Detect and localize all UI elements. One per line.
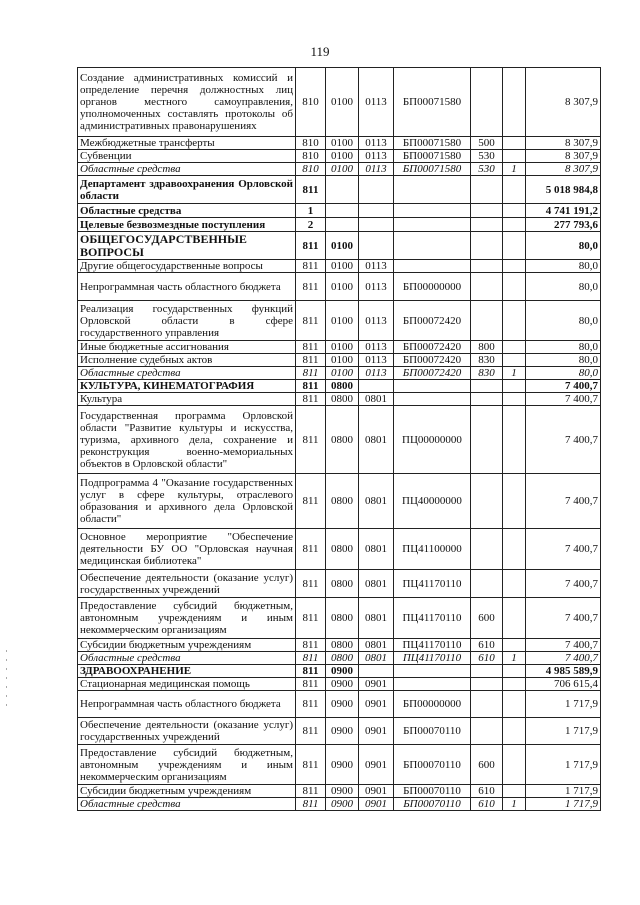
cell-admin-code: 811 (296, 260, 326, 273)
cell-target-article (394, 393, 471, 406)
cell-section-code: 0800 (326, 570, 359, 598)
cell-subsection-code: 0901 (359, 678, 394, 691)
cell-target-article: БП00000000 (394, 273, 471, 301)
cell-section-code: 0100 (326, 341, 359, 354)
cell-expense-type: 830 (471, 354, 503, 367)
cell-subsection-code: 0801 (359, 598, 394, 639)
cell-admin-code: 811 (296, 785, 326, 798)
cell-name: Предоставление субсидий бюджетным, автономным учреждениям и иным некоммерческим организациям (78, 598, 296, 639)
cell-expense-type: 610 (471, 639, 503, 652)
cell-name: Департамент здравоохранения Орловской области (78, 176, 296, 204)
cell-funding-source (503, 204, 526, 218)
cell-subsection-code: 0113 (359, 367, 394, 380)
budget-table (77, 67, 601, 811)
cell-admin-code: 811 (296, 393, 326, 406)
cell-target-article (394, 380, 471, 393)
cell-amount: 1 717,9 (526, 718, 601, 745)
cell-funding-source (503, 380, 526, 393)
page-number: 119 (310, 44, 330, 59)
cell-section-code: 0900 (326, 691, 359, 718)
cell-target-article: ПЦ41170110 (394, 570, 471, 598)
cell-subsection-code: 0801 (359, 393, 394, 406)
cell-funding-source (503, 529, 526, 570)
table-row (78, 204, 601, 218)
cell-section-code: 0100 (326, 137, 359, 150)
cell-funding-source (503, 301, 526, 341)
cell-funding-source (503, 785, 526, 798)
cell-section-code: 0100 (326, 232, 359, 260)
cell-section-code: 0100 (326, 354, 359, 367)
cell-subsection-code: 0901 (359, 745, 394, 785)
cell-admin-code: 811 (296, 341, 326, 354)
cell-subsection-code: 0113 (359, 68, 394, 137)
cell-subsection-code: 0901 (359, 691, 394, 718)
cell-subsection-code: 0113 (359, 260, 394, 273)
cell-amount: 80,0 (526, 301, 601, 341)
cell-expense-type (471, 273, 503, 301)
cell-admin-code: 811 (296, 570, 326, 598)
cell-funding-source (503, 745, 526, 785)
cell-funding-source: 1 (503, 798, 526, 811)
cell-admin-code: 810 (296, 163, 326, 176)
cell-name: Создание административных комиссий и определение перечня должностных лиц органов местного самоуправления, уполномоченных составлять протоколы об административных правонарушениях (78, 68, 296, 137)
cell-target-article: БП00072420 (394, 341, 471, 354)
cell-admin-code: 810 (296, 137, 326, 150)
cell-expense-type (471, 691, 503, 718)
cell-admin-code: 811 (296, 639, 326, 652)
cell-target-article: БП00070110 (394, 785, 471, 798)
cell-target-article: БП00070110 (394, 798, 471, 811)
cell-expense-type (471, 529, 503, 570)
cell-target-article: БП00072420 (394, 301, 471, 341)
cell-target-article: ПЦ41170110 (394, 639, 471, 652)
table-row (78, 137, 601, 150)
cell-admin-code: 811 (296, 598, 326, 639)
cell-admin-code: 811 (296, 474, 326, 529)
cell-funding-source (503, 137, 526, 150)
cell-target-article: ПЦ41170110 (394, 598, 471, 639)
cell-amount: 4 985 589,9 (526, 665, 601, 678)
cell-target-article: БП00072420 (394, 367, 471, 380)
cell-expense-type: 500 (471, 137, 503, 150)
budget-table-body (78, 68, 601, 811)
cell-subsection-code: 0801 (359, 529, 394, 570)
cell-subsection-code: 0113 (359, 137, 394, 150)
cell-funding-source (503, 150, 526, 163)
table-row (78, 639, 601, 652)
cell-amount: 8 307,9 (526, 68, 601, 137)
cell-expense-type: 610 (471, 785, 503, 798)
cell-amount: 5 018 984,8 (526, 176, 601, 204)
cell-amount: 80,0 (526, 354, 601, 367)
cell-name: Областные средства (78, 163, 296, 176)
cell-funding-source (503, 393, 526, 406)
table-row (78, 218, 601, 232)
cell-name: Другие общегосударственные вопросы (78, 260, 296, 273)
cell-section-code: 0800 (326, 639, 359, 652)
cell-funding-source (503, 665, 526, 678)
cell-name: Областные средства (78, 652, 296, 665)
table-row (78, 665, 601, 678)
cell-amount: 7 400,7 (526, 639, 601, 652)
cell-expense-type: 600 (471, 745, 503, 785)
cell-subsection-code (359, 665, 394, 678)
cell-target-article: БП00000000 (394, 691, 471, 718)
cell-name: Культура (78, 393, 296, 406)
cell-target-article (394, 260, 471, 273)
cell-name: Подпрограмма 4 "Оказание государственных услуг в сфере культуры, отраслевого образования и архивного дела Орловской области" (78, 474, 296, 529)
table-row (78, 745, 601, 785)
cell-amount: 8 307,9 (526, 163, 601, 176)
cell-amount: 7 400,7 (526, 393, 601, 406)
cell-name: Исполнение судебных актов (78, 354, 296, 367)
cell-expense-type: 530 (471, 163, 503, 176)
cell-subsection-code: 0113 (359, 301, 394, 341)
cell-subsection-code: 0801 (359, 570, 394, 598)
table-row (78, 341, 601, 354)
margin-scan-marks (6, 650, 10, 713)
cell-section-code: 0100 (326, 273, 359, 301)
cell-section-code: 0100 (326, 260, 359, 273)
cell-section-code: 0900 (326, 745, 359, 785)
cell-section-code: 0900 (326, 798, 359, 811)
cell-target-article: БП00071580 (394, 68, 471, 137)
cell-name: Иные бюджетные ассигнования (78, 341, 296, 354)
cell-name: КУЛЬТУРА, КИНЕМАТОГРАФИЯ (78, 380, 296, 393)
cell-subsection-code (359, 204, 394, 218)
cell-funding-source (503, 341, 526, 354)
cell-target-article: БП00070110 (394, 745, 471, 785)
cell-admin-code: 811 (296, 718, 326, 745)
cell-funding-source (503, 273, 526, 301)
cell-expense-type: 830 (471, 367, 503, 380)
cell-admin-code: 811 (296, 406, 326, 474)
cell-target-article (394, 204, 471, 218)
cell-name: Обеспечение деятельности (оказание услуг) государственных учреждений (78, 718, 296, 745)
cell-name: ОБЩЕГОСУДАРСТВЕННЫЕ ВОПРОСЫ (78, 232, 296, 260)
cell-name: Обеспечение деятельности (оказание услуг) государственных учреждений (78, 570, 296, 598)
cell-admin-code: 811 (296, 665, 326, 678)
cell-target-article: БП00071580 (394, 163, 471, 176)
cell-target-article: ПЦ41170110 (394, 652, 471, 665)
cell-funding-source: 1 (503, 652, 526, 665)
cell-subsection-code: 0113 (359, 163, 394, 176)
cell-expense-type (471, 570, 503, 598)
table-row (78, 529, 601, 570)
cell-expense-type (471, 204, 503, 218)
cell-subsection-code (359, 176, 394, 204)
table-row (78, 176, 601, 204)
cell-funding-source (503, 691, 526, 718)
cell-subsection-code: 0901 (359, 718, 394, 745)
cell-admin-code: 811 (296, 301, 326, 341)
cell-funding-source (503, 598, 526, 639)
cell-section-code: 0800 (326, 380, 359, 393)
cell-admin-code: 2 (296, 218, 326, 232)
cell-admin-code: 810 (296, 68, 326, 137)
cell-subsection-code: 0801 (359, 474, 394, 529)
cell-amount: 80,0 (526, 260, 601, 273)
cell-expense-type: 610 (471, 798, 503, 811)
cell-admin-code: 811 (296, 380, 326, 393)
cell-amount: 277 793,6 (526, 218, 601, 232)
cell-subsection-code (359, 232, 394, 260)
table-row (78, 260, 601, 273)
cell-target-article: БП00072420 (394, 354, 471, 367)
cell-expense-type (471, 301, 503, 341)
cell-section-code: 0900 (326, 785, 359, 798)
cell-subsection-code: 0901 (359, 785, 394, 798)
cell-amount: 8 307,9 (526, 137, 601, 150)
cell-expense-type (471, 218, 503, 232)
cell-amount: 1 717,9 (526, 785, 601, 798)
cell-expense-type (471, 678, 503, 691)
table-row (78, 232, 601, 260)
cell-expense-type (471, 406, 503, 474)
cell-name: Целевые безвозмездные поступления (78, 218, 296, 232)
table-row (78, 652, 601, 665)
cell-funding-source (503, 176, 526, 204)
cell-amount: 706 615,4 (526, 678, 601, 691)
cell-name: Межбюджетные трансферты (78, 137, 296, 150)
cell-funding-source (503, 68, 526, 137)
cell-amount: 80,0 (526, 232, 601, 260)
cell-admin-code: 811 (296, 367, 326, 380)
cell-admin-code: 811 (296, 798, 326, 811)
cell-funding-source (503, 406, 526, 474)
table-row (78, 406, 601, 474)
cell-amount: 1 717,9 (526, 745, 601, 785)
cell-amount: 7 400,7 (526, 474, 601, 529)
table-row (78, 150, 601, 163)
cell-funding-source (503, 354, 526, 367)
table-row (78, 598, 601, 639)
cell-target-article: БП00071580 (394, 150, 471, 163)
cell-target-article (394, 678, 471, 691)
table-row (78, 678, 601, 691)
cell-funding-source: 1 (503, 367, 526, 380)
cell-section-code (326, 218, 359, 232)
cell-admin-code: 811 (296, 176, 326, 204)
cell-target-article: БП00070110 (394, 718, 471, 745)
cell-target-article: ПЦ41100000 (394, 529, 471, 570)
cell-section-code: 0800 (326, 529, 359, 570)
cell-section-code: 0900 (326, 665, 359, 678)
cell-section-code: 0800 (326, 652, 359, 665)
cell-subsection-code: 0113 (359, 273, 394, 301)
cell-name: Государственная программа Орловской области "Развитие культуры и искусства, туризма, архивного дела, сохранение и реконструкция военно-мемориальных объектов в Орловской области" (78, 406, 296, 474)
table-row (78, 474, 601, 529)
cell-funding-source (503, 260, 526, 273)
cell-funding-source (503, 232, 526, 260)
cell-target-article: БП00071580 (394, 137, 471, 150)
cell-name: Областные средства (78, 367, 296, 380)
cell-expense-type: 530 (471, 150, 503, 163)
cell-name: ЗДРАВООХРАНЕНИЕ (78, 665, 296, 678)
cell-funding-source: 1 (503, 163, 526, 176)
table-row (78, 393, 601, 406)
table-row (78, 691, 601, 718)
cell-funding-source (503, 678, 526, 691)
cell-amount: 7 400,7 (526, 652, 601, 665)
cell-admin-code: 811 (296, 529, 326, 570)
cell-section-code: 0100 (326, 150, 359, 163)
cell-name: Субвенции (78, 150, 296, 163)
cell-subsection-code: 0801 (359, 639, 394, 652)
cell-section-code: 0900 (326, 718, 359, 745)
cell-admin-code: 811 (296, 232, 326, 260)
cell-expense-type (471, 68, 503, 137)
cell-amount: 1 717,9 (526, 798, 601, 811)
table-row (78, 354, 601, 367)
cell-section-code: 0800 (326, 474, 359, 529)
cell-funding-source (503, 474, 526, 529)
cell-subsection-code: 0801 (359, 406, 394, 474)
cell-section-code (326, 204, 359, 218)
cell-funding-source (503, 639, 526, 652)
cell-subsection-code (359, 218, 394, 232)
cell-section-code: 0100 (326, 68, 359, 137)
cell-amount: 4 741 191,2 (526, 204, 601, 218)
cell-admin-code: 811 (296, 678, 326, 691)
cell-funding-source (503, 570, 526, 598)
cell-amount: 8 307,9 (526, 150, 601, 163)
cell-name: Стационарная медицинская помощь (78, 678, 296, 691)
cell-amount: 7 400,7 (526, 406, 601, 474)
cell-name: Областные средства (78, 204, 296, 218)
table-row (78, 163, 601, 176)
table-row (78, 798, 601, 811)
cell-expense-type (471, 380, 503, 393)
cell-name: Непрограммная часть областного бюджета (78, 691, 296, 718)
cell-funding-source (503, 218, 526, 232)
cell-subsection-code: 0113 (359, 150, 394, 163)
cell-amount: 7 400,7 (526, 380, 601, 393)
table-row (78, 68, 601, 137)
cell-expense-type (471, 665, 503, 678)
cell-section-code: 0800 (326, 598, 359, 639)
cell-admin-code: 811 (296, 691, 326, 718)
cell-expense-type (471, 232, 503, 260)
cell-subsection-code: 0113 (359, 354, 394, 367)
table-row (78, 301, 601, 341)
cell-section-code: 0100 (326, 367, 359, 380)
cell-admin-code: 810 (296, 150, 326, 163)
cell-target-article: ПЦ40000000 (394, 474, 471, 529)
cell-amount: 7 400,7 (526, 598, 601, 639)
cell-name: Областные средства (78, 798, 296, 811)
cell-funding-source (503, 718, 526, 745)
cell-section-code: 0800 (326, 393, 359, 406)
cell-target-article (394, 232, 471, 260)
cell-expense-type: 610 (471, 652, 503, 665)
cell-name: Субсидии бюджетным учреждениям (78, 785, 296, 798)
cell-expense-type (471, 474, 503, 529)
table-row (78, 570, 601, 598)
cell-target-article (394, 218, 471, 232)
cell-amount: 80,0 (526, 367, 601, 380)
table-row (78, 718, 601, 745)
cell-admin-code: 1 (296, 204, 326, 218)
cell-expense-type: 600 (471, 598, 503, 639)
cell-subsection-code: 0801 (359, 652, 394, 665)
table-row (78, 273, 601, 301)
cell-subsection-code (359, 380, 394, 393)
cell-section-code: 0900 (326, 678, 359, 691)
cell-admin-code: 811 (296, 745, 326, 785)
cell-target-article (394, 176, 471, 204)
cell-name: Непрограммная часть областного бюджета (78, 273, 296, 301)
cell-amount: 7 400,7 (526, 570, 601, 598)
cell-expense-type (471, 176, 503, 204)
table-row (78, 785, 601, 798)
cell-amount: 7 400,7 (526, 529, 601, 570)
cell-admin-code: 811 (296, 652, 326, 665)
cell-target-article (394, 665, 471, 678)
cell-section-code: 0100 (326, 163, 359, 176)
cell-expense-type: 800 (471, 341, 503, 354)
cell-amount: 80,0 (526, 273, 601, 301)
cell-expense-type (471, 260, 503, 273)
cell-expense-type (471, 393, 503, 406)
cell-admin-code: 811 (296, 273, 326, 301)
cell-name: Реализация государственных функций Орловской области в сфере государственного управления (78, 301, 296, 341)
cell-admin-code: 811 (296, 354, 326, 367)
cell-amount: 80,0 (526, 341, 601, 354)
cell-subsection-code: 0901 (359, 798, 394, 811)
cell-section-code: 0100 (326, 301, 359, 341)
cell-amount: 1 717,9 (526, 691, 601, 718)
cell-name: Основное мероприятие "Обеспечение деятельности БУ ОО "Орловская научная медицинская библиотека" (78, 529, 296, 570)
table-row (78, 367, 601, 380)
cell-subsection-code: 0113 (359, 341, 394, 354)
cell-name: Предоставление субсидий бюджетным, автономным учреждениям и иным некоммерческим организациям (78, 745, 296, 785)
cell-section-code (326, 176, 359, 204)
table-row (78, 380, 601, 393)
cell-expense-type (471, 718, 503, 745)
cell-name: Субсидии бюджетным учреждениям (78, 639, 296, 652)
cell-section-code: 0800 (326, 406, 359, 474)
cell-target-article: ПЦ00000000 (394, 406, 471, 474)
